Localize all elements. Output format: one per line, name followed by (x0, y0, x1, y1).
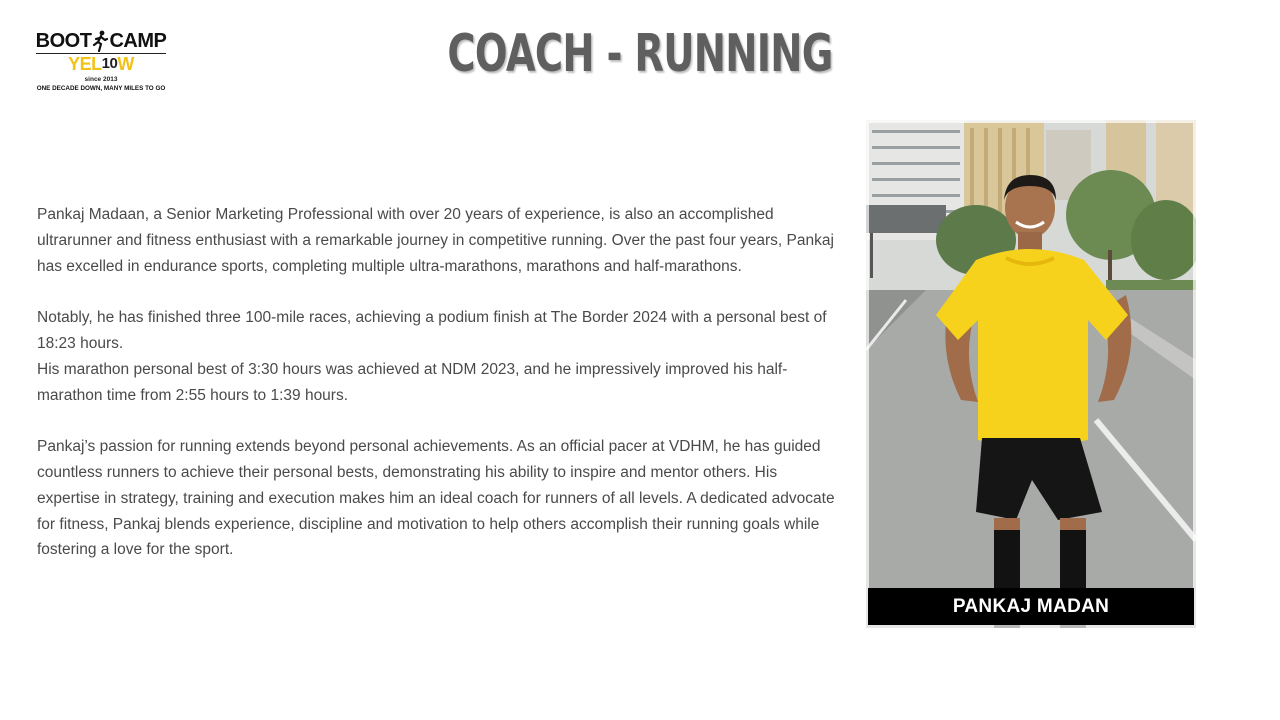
coach-bio (37, 202, 837, 589)
bio-paragraph-3: Pankaj’s passion for running extends beyond personal achievements. As an official pacer at VDHM, he has guided countless runners to achieve their personal bests, demonstrating his ability to inspire and mentor others. His expertise in strategy, training and execution makes him an ideal coach for runners of all levels. A dedicated advocate for fitness, Pankaj blends experience, discipline and motivation to help others accomplish their running goals while fostering a love for the sport. (37, 438, 835, 559)
logo-word-camp: CAMP (109, 30, 167, 52)
bio-paragraph-2b: His marathon personal best of 3:30 hours was achieved at NDM 2023, and he impressively improved his half-marathon time from 2:55 hours to 1:39 hours. (37, 360, 788, 404)
logo-yellow-wordmark (34, 54, 168, 76)
bio-paragraph-2a: Notably, he has finished three 100-mile races, achieving a podium finish at The Border 2024 with a personal best of 18:23 hours. (37, 309, 827, 352)
logo-since: since 2013 (84, 76, 118, 83)
logo-yel: YEL (68, 54, 102, 74)
runner-icon (92, 30, 108, 52)
logo-word-boot: BOOT (35, 30, 92, 52)
coach-photo-illustration (866, 120, 1196, 628)
bootcamp-yellow-logo (34, 30, 168, 110)
bio-paragraph-1: Pankaj Madaan, a Senior Marketing Professional with over 20 years of experience, is also an accomplished ultrarunner and fitness enthusiast with a remarkable journey in competitive running. Over the past four years, Pankaj has excelled in endurance sports, completing multiple ultra-marathons, marathons and half-marathons. (37, 206, 834, 275)
coach-name-caption: PANKAJ MADAN (868, 588, 1194, 625)
logo-w: W (117, 54, 134, 74)
coach-photo (866, 120, 1196, 628)
logo-ten: 10 (101, 55, 118, 72)
bio-paragraph-2 (37, 305, 837, 408)
logo-tagline: ONE DECADE DOWN, MANY MILES TO GO (36, 85, 166, 92)
logo-wordmark (34, 30, 168, 52)
page-title: COACH - RUNNING (447, 24, 833, 84)
